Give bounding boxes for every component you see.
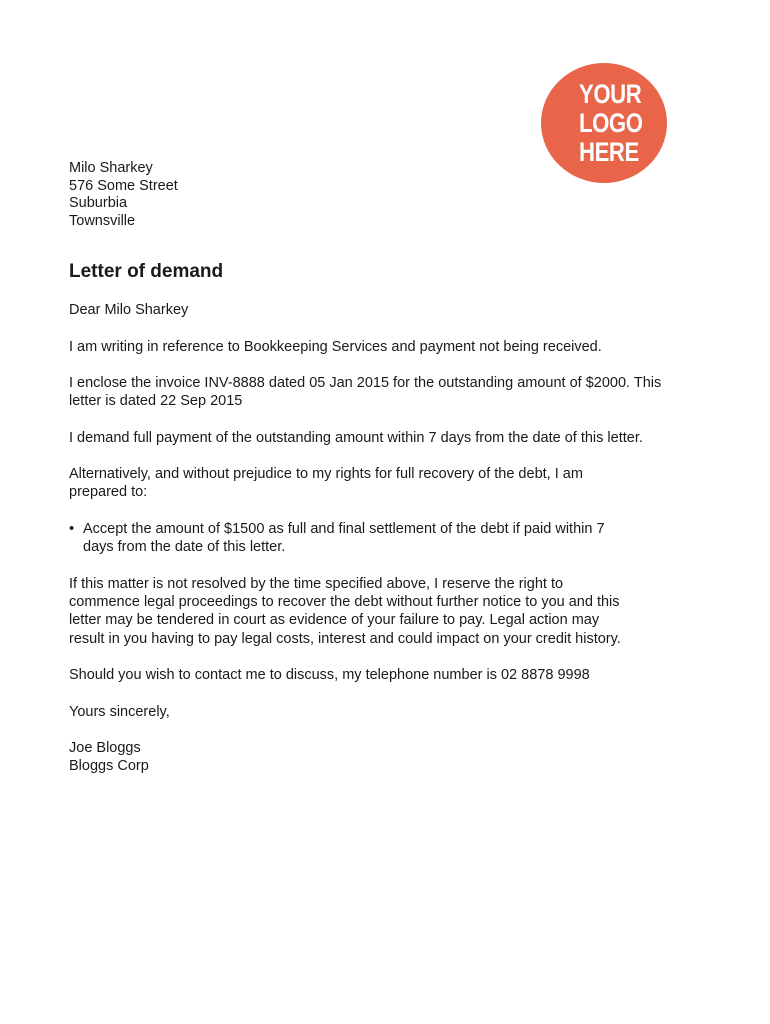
recipient-address — [69, 160, 178, 230]
legal-line-1: If this matter is not resolved by the time specified above, I reserve the right to — [69, 576, 564, 592]
salutation: Dear Milo Sharkey — [69, 302, 189, 318]
invoice-paragraph — [69, 374, 719, 410]
legal-paragraph — [69, 575, 719, 648]
legal-line-3: letter may be tendered in court as evidence of your failure to pay. Legal action may — [69, 612, 600, 629]
sender-name: Joe Bloggs — [69, 740, 141, 756]
alternative-line-2: prepared to: — [69, 484, 148, 501]
alternative-line-1: Alternatively, and without prejudice to my rights for full recovery of the debt, I am — [69, 466, 583, 482]
bullet-icon: • — [69, 521, 75, 537]
reference-paragraph: I am writing in reference to Bookkeeping Services and payment not being received. — [69, 339, 602, 355]
recipient-street: 576 Some Street — [69, 177, 178, 194]
closing-line: Yours sincerely, — [69, 704, 170, 720]
recipient-town: Townsville — [69, 212, 136, 229]
letter-title: Letter of demand — [69, 261, 224, 282]
logo-placeholder — [541, 63, 667, 183]
settlement-list-item — [69, 520, 709, 556]
logo-text-line-1: YOUR — [579, 78, 642, 109]
sender-signature-block — [69, 739, 149, 775]
invoice-line-1: I enclose the invoice INV-8888 dated 05 Jan 2015 for the outstanding amount of $2000. This — [69, 375, 662, 391]
demand-paragraph: I demand full payment of the outstanding amount within 7 days from the date of this letter. — [69, 430, 643, 446]
settlement-line-1: Accept the amount of $1500 as full and final settlement of the debt if paid within 7 — [83, 521, 605, 537]
logo-text-line-3: HERE — [579, 136, 639, 167]
recipient-suburb: Suburbia — [69, 195, 128, 211]
settlement-line-2: days from the date of this letter. — [83, 539, 286, 556]
alternative-paragraph — [69, 465, 719, 501]
settlement-text — [83, 520, 709, 556]
recipient-name: Milo Sharkey — [69, 160, 153, 176]
legal-line-2: commence legal proceedings to recover the debt without further notice to you and this — [69, 594, 620, 611]
sender-company: Bloggs Corp — [69, 758, 149, 775]
invoice-line-2: letter is dated 22 Sep 2015 — [69, 393, 243, 410]
logo-text-line-2: LOGO — [579, 107, 643, 138]
contact-paragraph: Should you wish to contact me to discuss, my telephone number is 02 8878 9998 — [69, 667, 590, 683]
legal-line-4: result in you having to pay legal costs, interest and could impact on your credit history. — [69, 630, 621, 647]
